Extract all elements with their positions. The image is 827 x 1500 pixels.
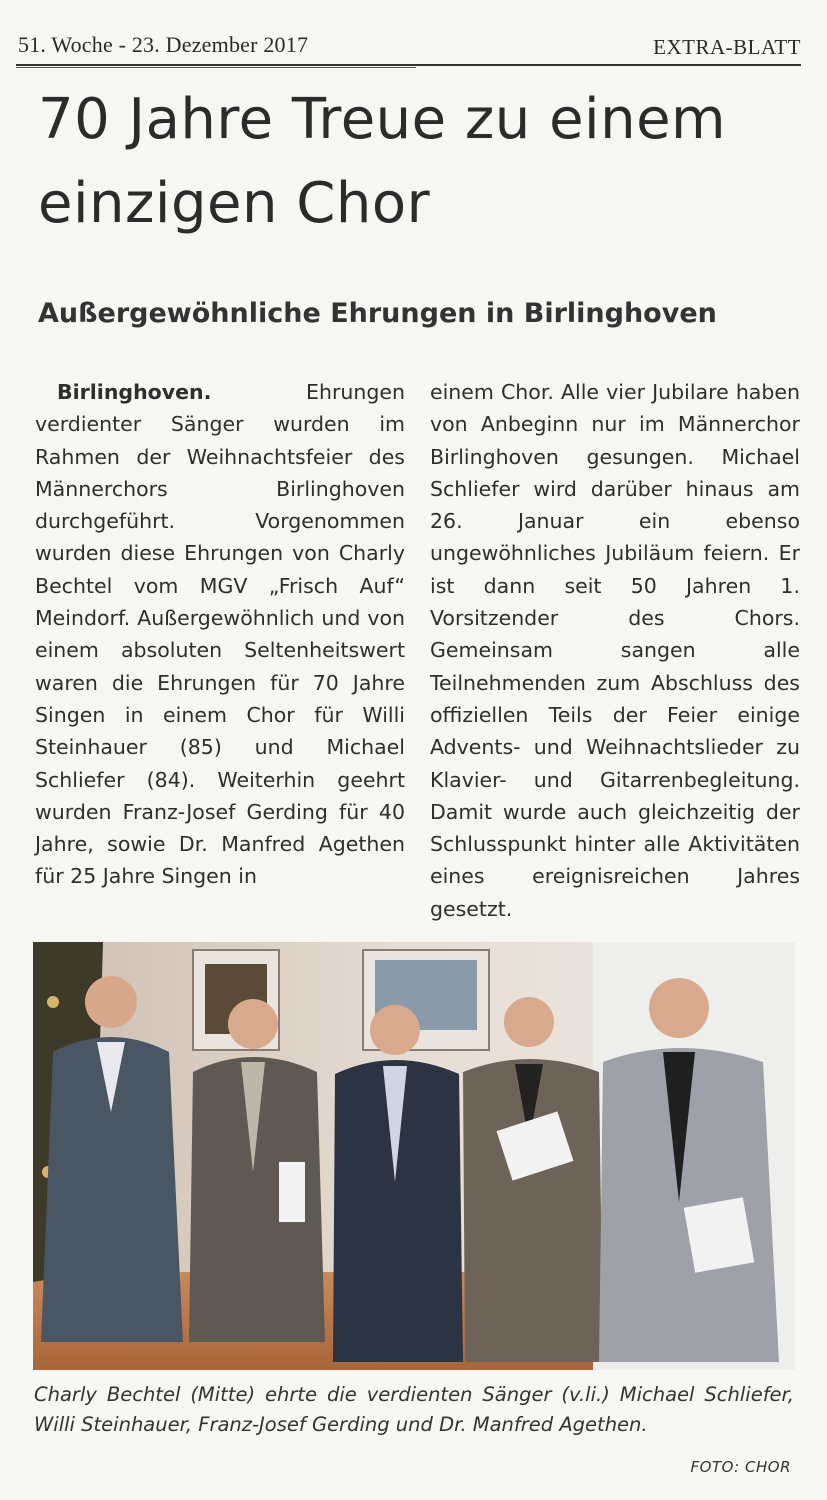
header-rule (16, 64, 801, 66)
photo-caption: Charly Bechtel (Mitte) ehrte die verdienten Sänger (v.li.) Michael Schliefer, Willi Steinhauer, Franz-Josef Gerding und Dr. Manfred Agethen. (34, 1383, 794, 1436)
headline: 70 Jahre Treue zu einem einzigen Chor (38, 87, 727, 236)
subtitle: Außergewöhnliche Ehrungen in Birlinghoven (38, 298, 717, 329)
column-1-text: Ehrungen verdienter Sänger wurden im Rahmen der Weihnachtsfeier des Männerchors Birlinghoven durchgeführt. Vorgenommen wurden diese Ehrungen von Charly Bechtel vom MGV „Frisch Auf“ Meindorf. Außergewöhnlich und von einem absoluten Seltenheitswert waren die Ehrungen für 70 Jahre Singen in einem Chor für Willi Steinhauer (85) und Michael Schliefer (84). Weiterhin geehrt wurden Franz-Josef Gerding für 40 Jahre, sowie Dr. Manfred Agethen für 25 Jahre Singen in (35, 380, 405, 889)
photo-illustration (33, 942, 795, 1370)
photo-credit: FOTO: CHOR (690, 1458, 791, 1476)
group-photo (33, 942, 795, 1370)
issue-date: 51. Woche - 23. Dezember 2017 (18, 32, 309, 57)
article-column-2 (430, 376, 800, 925)
header-rule-secondary (16, 67, 416, 68)
section-name: EXTRA-BLATT (653, 35, 801, 59)
dateline: Birlinghoven. (57, 380, 212, 404)
column-2-text: einem Chor. Alle vier Jubilare haben von Anbeginn nur im Männerchor Birlinghoven gesungen. Michael Schliefer wird darüber hinaus am 26. Januar ein ebenso ungewöhnliches Jubiläum feiern. Er ist dann seit 50 Jahren 1. Vorsitzender des Chors. Gemeinsam sangen alle Teilnehmenden zum Abschluss des offiziellen Teils der Feier einige Advents- und Weihnachtslieder zu Klavier- und Gitarrenbegleitung. Damit wurde auch gleichzeitig der Schlusspunkt hinter alle Aktivitäten eines ereignisreichen Jahres gesetzt. (430, 380, 800, 921)
article-column-1 (35, 376, 405, 893)
